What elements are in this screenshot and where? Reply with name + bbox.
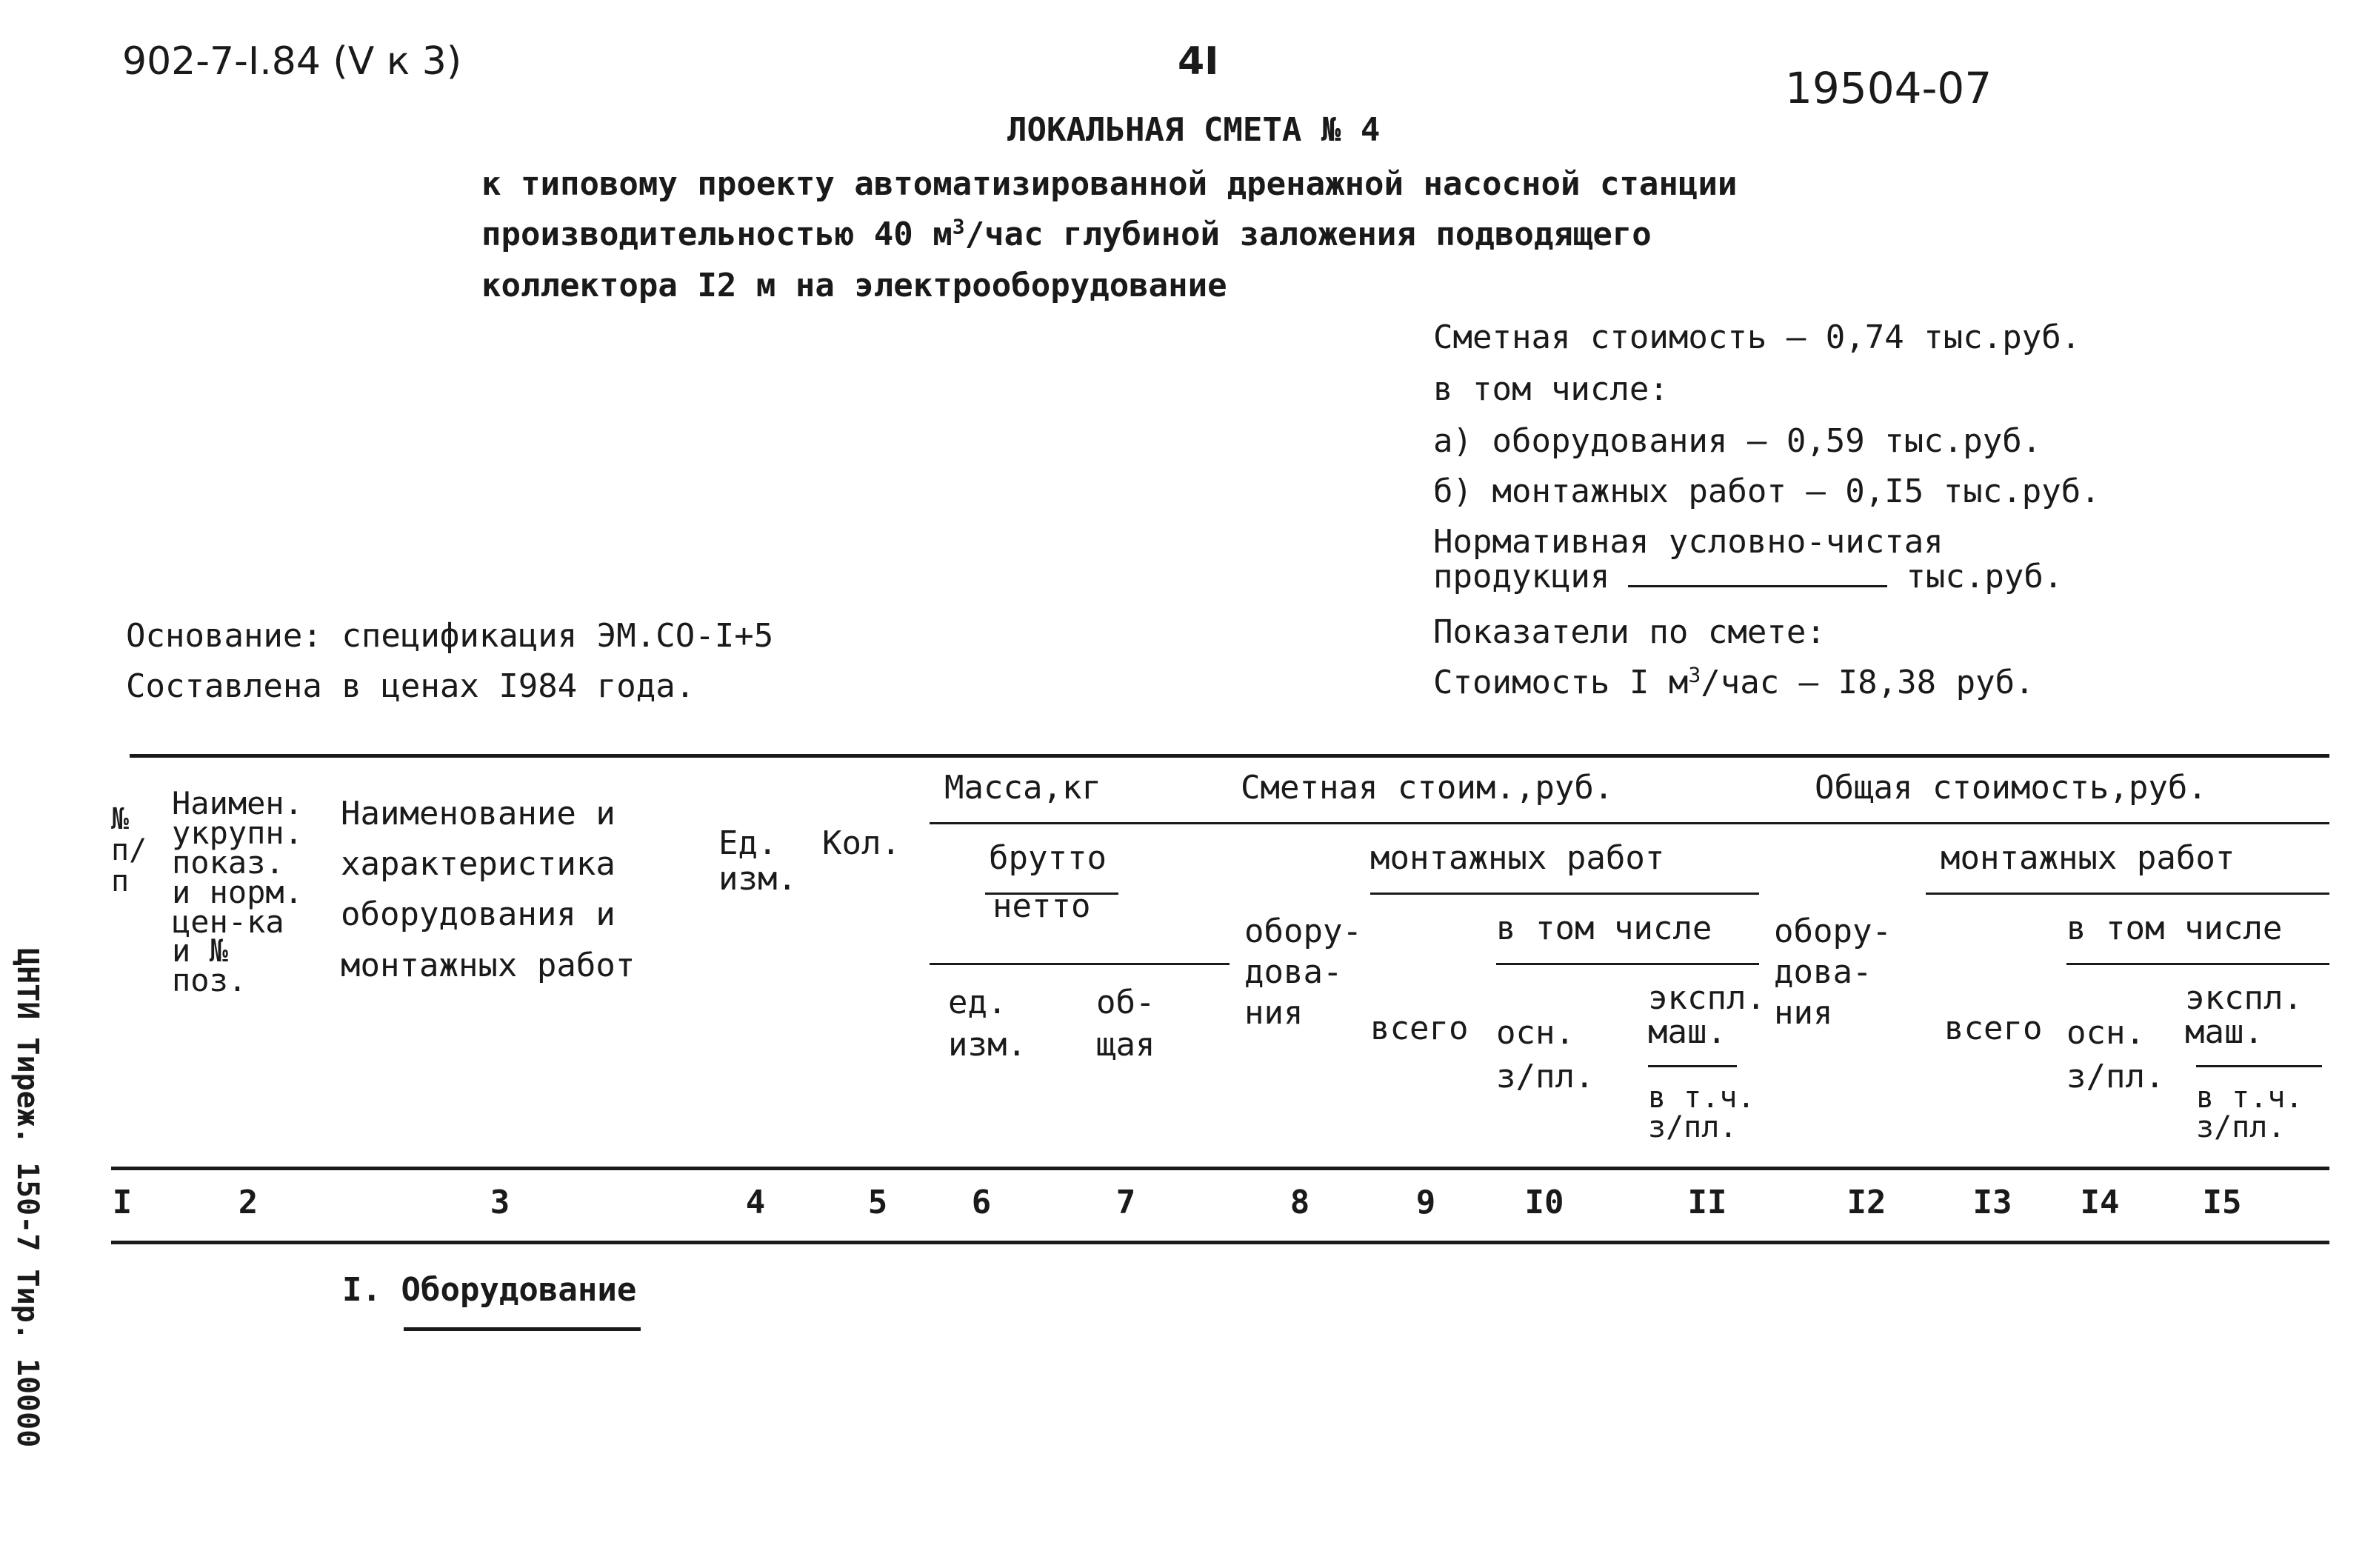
col-num-15: I5 bbox=[2202, 1184, 2242, 1221]
equipment-col-12: обору- дова- ния bbox=[1774, 913, 1892, 1032]
estimate-cost: Сметная стоимость – 0,74 тыс.руб. bbox=[1433, 318, 2081, 356]
basis-prices: Составлена в ценах I984 года. bbox=[126, 667, 695, 705]
col-num-1: I bbox=[112, 1184, 133, 1221]
base-wage-col-14: осн. з/пл. bbox=[2066, 1014, 2165, 1096]
header-bottom-rule bbox=[111, 1167, 2329, 1170]
mass-unit-header: ед. изм. bbox=[948, 984, 1027, 1064]
machinery-col-11: экспл. маш. bbox=[1648, 979, 1766, 1052]
equipment-col-8: обору- дова- ния bbox=[1244, 913, 1362, 1032]
netto-label: нетто bbox=[992, 887, 1091, 925]
col-num-12: I2 bbox=[1846, 1184, 1886, 1221]
normative-line-2: продукция тыс.руб. bbox=[1433, 558, 2064, 595]
col-num-10: I0 bbox=[1524, 1184, 1564, 1221]
normative-line-1: Нормативная условно-чистая bbox=[1433, 523, 1944, 561]
col-description-header: Наименование и характеристика оборудования и монтажных работ bbox=[341, 795, 635, 984]
document-code: 902-7-I.84 (Ⅴ к 3) bbox=[122, 39, 462, 84]
mach-subrule-1 bbox=[1648, 1065, 1737, 1067]
archive-number: 19504-07 bbox=[1785, 63, 1992, 113]
including-label-2: в том числе bbox=[2066, 910, 2283, 947]
mass-total-header: об- щая bbox=[1096, 984, 1155, 1064]
brutto-label: брутто bbox=[989, 839, 1107, 877]
incl-rule-1 bbox=[1496, 963, 1759, 965]
indicators-label: Показатели по смете: bbox=[1433, 613, 1826, 651]
side-stamp: ЦНТИ Тиреж. 150-7 Тир. 10000 bbox=[10, 948, 44, 1448]
col-num-7: 7 bbox=[1115, 1184, 1136, 1221]
mass-group-header: Масса,кг bbox=[944, 769, 1101, 807]
equipment-cost: а) оборудования – 0,59 тыс.руб. bbox=[1433, 422, 2042, 460]
col-norm-header: Наимен. укрупн. показ. и норм. цен-ка и № поз. bbox=[172, 785, 304, 999]
numbers-bottom-rule bbox=[111, 1241, 2329, 1244]
title-line-3: коллектора I2 м на электрооборудование bbox=[481, 267, 1227, 304]
total-col-9: всего bbox=[1370, 1010, 1469, 1047]
incl-rule-2 bbox=[2066, 963, 2329, 965]
col-num-3: 3 bbox=[490, 1184, 510, 1221]
including-label-1: в том числе bbox=[1496, 910, 1712, 947]
col-num-4: 4 bbox=[745, 1184, 766, 1221]
col-num-8: 8 bbox=[1290, 1184, 1310, 1221]
col-num-9: 9 bbox=[1415, 1184, 1436, 1221]
col-num-6: 6 bbox=[971, 1184, 992, 1221]
install-works-label-2: монтажных работ bbox=[1941, 839, 2235, 877]
total-cost-group-header: Общая стоимость,руб. bbox=[1815, 769, 2207, 807]
basis-spec: Основание: спецификация ЭМ.СО-I+5 bbox=[126, 617, 774, 655]
col-num-13: I3 bbox=[1972, 1184, 2012, 1221]
base-wage-col-10: осн. з/пл. bbox=[1496, 1014, 1595, 1096]
install-works-label-1: монтажных работ bbox=[1370, 839, 1665, 877]
col-num-14: I4 bbox=[2080, 1184, 2120, 1221]
col-qty-header: Кол. bbox=[822, 824, 901, 862]
col-unit-header: Ед. изм. bbox=[718, 824, 797, 898]
page-number: 4I bbox=[1178, 39, 1219, 84]
machinery-wage-col-15: в т.ч. з/пл. bbox=[2196, 1081, 2303, 1144]
group-header-rule bbox=[930, 822, 2329, 824]
install-works-rule-2 bbox=[1926, 893, 2329, 895]
title-line-2: производительностью 40 $м^3$/час глубиной заложения подводящего bbox=[481, 214, 1652, 253]
col-number-header: № п/ п bbox=[111, 802, 147, 898]
col-num-5: 5 bbox=[867, 1184, 888, 1221]
col-num-11: II bbox=[1687, 1184, 1727, 1221]
machinery-col-15: экспл. маш. bbox=[2185, 979, 2303, 1052]
estimate-heading: ЛОКАЛЬНАЯ СМЕТА № 4 bbox=[1007, 111, 1381, 149]
mach-subrule-2 bbox=[2196, 1065, 2322, 1067]
section-heading: I. Оборудование bbox=[342, 1271, 637, 1309]
col-num-2: 2 bbox=[238, 1184, 258, 1221]
machinery-wage-col-11: в т.ч. з/пл. bbox=[1648, 1081, 1755, 1144]
total-col-13: всего bbox=[1944, 1010, 2043, 1047]
section-underline bbox=[404, 1327, 641, 1331]
estimate-group-header: Сметная стоим.,руб. bbox=[1241, 769, 1614, 807]
installation-cost: б) монтажных работ – 0,I5 тыс.руб. bbox=[1433, 473, 2101, 510]
unit-cost: Стоимость I $м^3$/час – I8,38 руб. bbox=[1433, 662, 2035, 701]
mass-subrule bbox=[930, 963, 1230, 965]
including-label: в том числе: bbox=[1433, 370, 1669, 408]
install-works-rule-1 bbox=[1370, 893, 1759, 895]
table-top-rule bbox=[130, 754, 2329, 758]
title-line-1: к типовому проекту автоматизированной дренажной насосной станции bbox=[481, 165, 1738, 203]
